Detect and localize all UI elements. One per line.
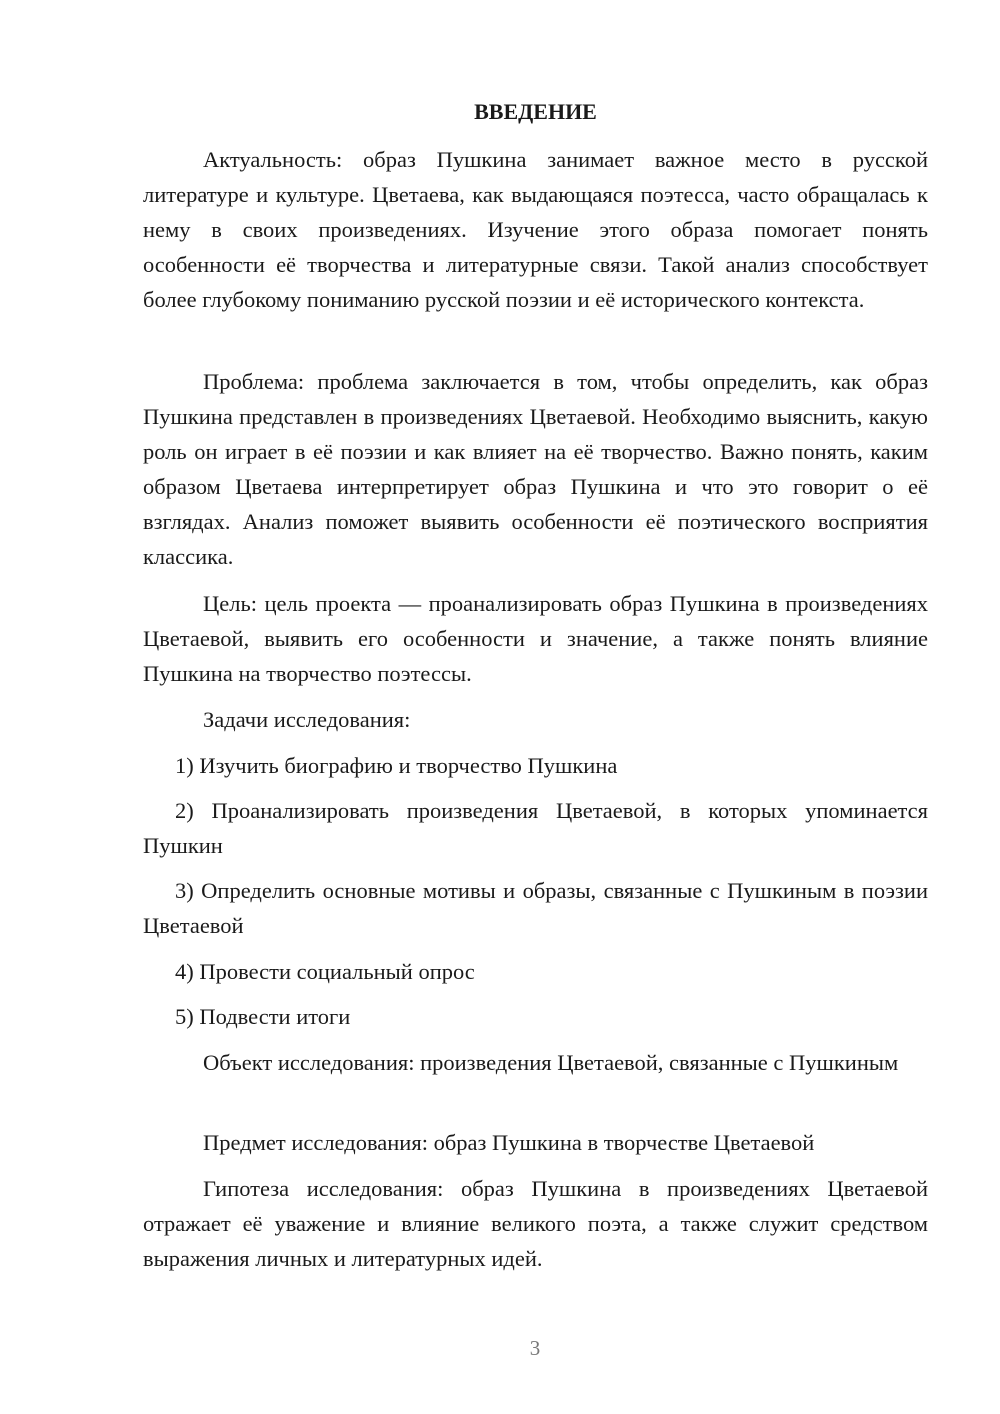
- task-item-5: 5) Подвести итоги: [175, 1004, 351, 1029]
- section-heading: ВВЕДЕНИЕ: [474, 99, 597, 124]
- page-number: 3: [529, 1336, 541, 1360]
- task-item-3: 3) Определить основные мотивы и образы, связанные с Пушкиным в поэзии Цветаевой: [143, 878, 928, 938]
- object-paragraph: Объект исследования: произведения Цветаевой, связанные с Пушкиным: [203, 1050, 899, 1075]
- hypothesis-paragraph: Гипотеза исследования: образ Пушкина в произведениях Цветаевой отражает её уважение и влияние великого поэта, а также служит средством выражения личных и литературных идей.: [143, 1176, 928, 1271]
- task-item-1: 1) Изучить биографию и творчество Пушкина: [175, 753, 618, 778]
- goal-paragraph: Цель: цель проекта — проанализировать образ Пушкина в произведениях Цветаевой, выявить его особенности и значение, а также понять влияние Пушкина на творчество поэтессы.: [143, 591, 928, 686]
- task-item-4: 4) Провести социальный опрос: [175, 959, 475, 984]
- relevance-paragraph: Актуальность: образ Пушкина занимает важное место в русской литературе и культуре. Цветаева, как выдающаяся поэтесса, часто обращалась к нему в своих произведениях. Изучение этого образа помогает понять особенности её творчества и литературные связи. Такой анализ способствует более глубокому пониманию русской поэзии и её исторического контекста.: [143, 147, 928, 312]
- subject-paragraph: Предмет исследования: образ Пушкина в творчестве Цветаевой: [203, 1130, 815, 1155]
- problem-paragraph: Проблема: проблема заключается в том, чтобы определить, как образ Пушкина представлен в произведениях Цветаевой. Необходимо выяснить, какую роль он играет в её поэзии и как влияет на её творчество. Важно понять, каким образом Цветаева интерпретирует образ Пушкина и что это говорит о её взглядах. Анализ поможет выявить особенности её поэтического восприятия классика.: [143, 369, 928, 569]
- task-item-2: 2) Проанализировать произведения Цветаевой, в которых упоминается Пушкин: [143, 798, 928, 858]
- tasks-title: Задачи исследования:: [203, 707, 411, 732]
